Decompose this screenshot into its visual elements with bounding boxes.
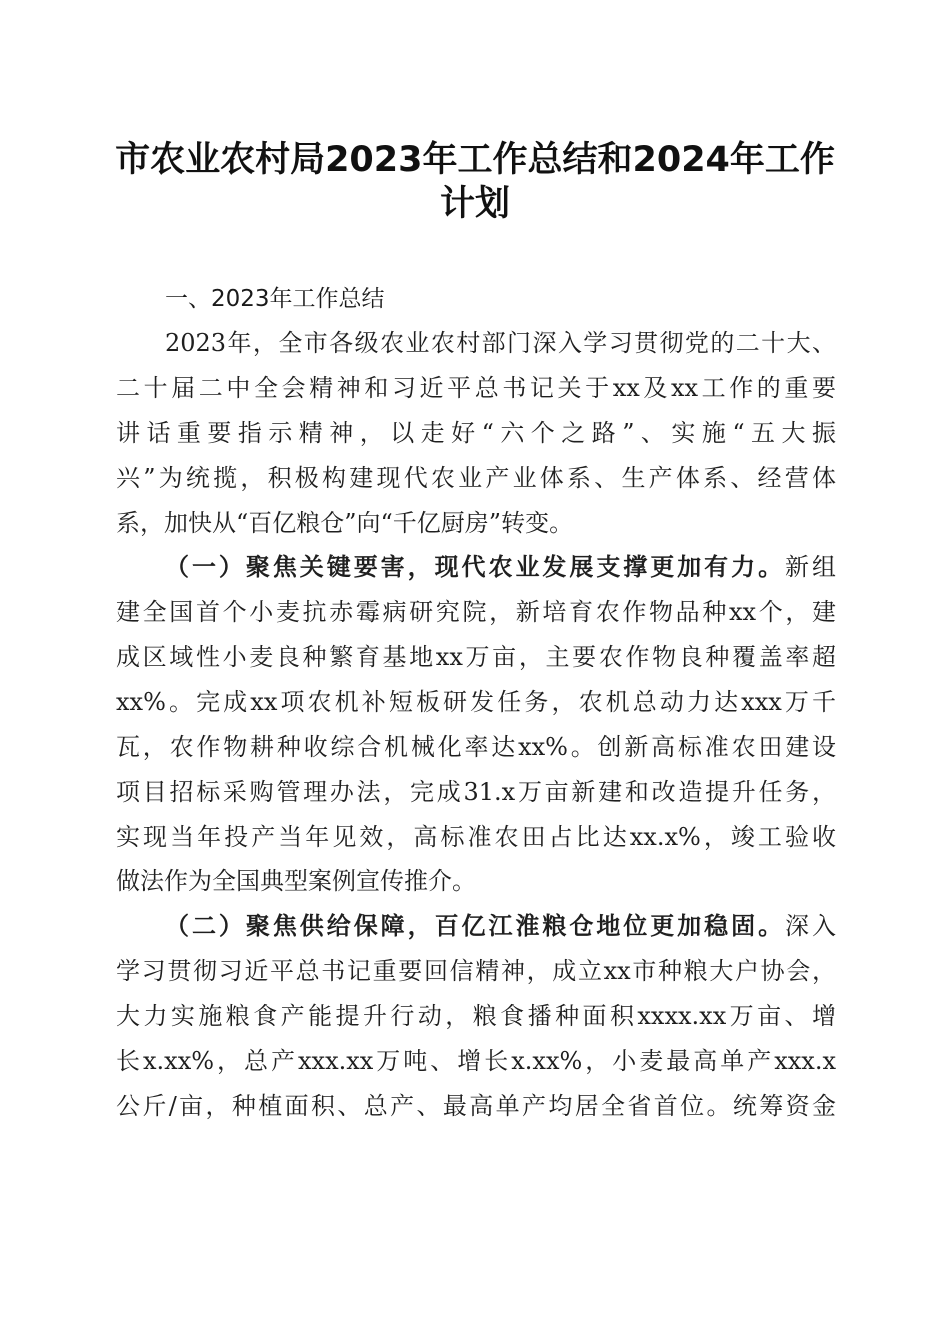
para1-line-5: 瓦，农作物耕种收综合机械化率达xx%。创新高标准农田建设 bbox=[116, 733, 836, 761]
intro-line-3: 讲话重要指示精神，以走好“六个之路”、实施“五大振 bbox=[116, 419, 836, 447]
para2-line-4: 长x.xx%，总产xxx.xx万吨、增长x.xx%，小麦最高单产xxx.x bbox=[116, 1047, 836, 1075]
para1-line-1-rest: 新组 bbox=[785, 553, 837, 581]
para2-line-3: 大力实施粮食产能提升行动，粮食播种面积xxxx.xx万亩、增 bbox=[116, 1002, 836, 1030]
intro-line-5: 系，加快从“百亿粮仓”向“千亿厨房”转变。 bbox=[116, 509, 574, 537]
section-heading: 一、2023年工作总结 bbox=[165, 286, 385, 312]
para2-line-1-rest: 深入 bbox=[785, 912, 837, 940]
para2-line-2: 学习贯彻习近平总书记重要回信精神，成立xx市种粮大户协会， bbox=[116, 957, 836, 985]
para1-line-8: 做法作为全国典型案例宣传推介。 bbox=[116, 867, 476, 895]
para2-line-1 bbox=[165, 911, 836, 941]
para1-subheading: （一）聚焦关键要害，现代农业发展支撑更加有力。 bbox=[165, 553, 786, 581]
para1-line-2: 建全国首个小麦抗赤霉病研究院，新培育农作物品种xx个，建 bbox=[116, 598, 836, 626]
intro-line-2: 二十届二中全会精神和习近平总书记关于xx及xx工作的重要 bbox=[116, 374, 836, 402]
para2-subheading: （二）聚焦供给保障，百亿江淮粮仓地位更加稳固。 bbox=[165, 912, 786, 940]
document-title-line-1: 市农业农村局2023年工作总结和2024年工作 bbox=[115, 140, 835, 180]
para1-line-7: 实现当年投产当年见效，高标准农田占比达xx.x%，竣工验收 bbox=[116, 823, 836, 851]
intro-line-4: 兴”为统揽，积极构建现代农业产业体系、生产体系、经营体 bbox=[116, 464, 836, 492]
para1-line-6: 项目招标采购管理办法，完成31.x万亩新建和改造提升任务， bbox=[116, 778, 836, 806]
document-title-line-2: 计划 bbox=[439, 184, 510, 224]
para1-line-4: xx%。完成xx项农机补短板研发任务，农机总动力达xxx万千 bbox=[116, 688, 836, 716]
para2-line-5: 公斤/亩，种植面积、总产、最高单产均居全省首位。统筹资金 bbox=[116, 1092, 836, 1120]
para1-line-1 bbox=[165, 552, 836, 582]
intro-line-1: 2023年，全市各级农业农村部门深入学习贯彻党的二十大、 bbox=[165, 329, 836, 357]
para1-line-3: 成区域性小麦良种繁育基地xx万亩，主要农作物良种覆盖率超 bbox=[116, 643, 836, 671]
